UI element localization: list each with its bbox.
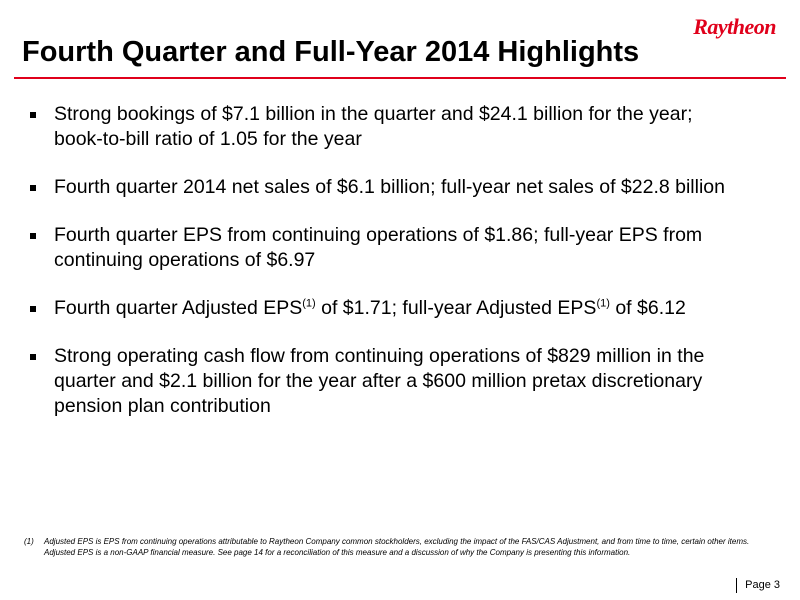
footnote-marker: (1) [24, 537, 34, 546]
bullet-eps [24, 223, 744, 273]
bullet-text: Strong operating cash flow from continuing operations of $829 million in the quarter and $2.1 billion for the year after a $600 million pretax discretionary pension plan contribution [54, 345, 705, 417]
bullet-square-icon [30, 233, 36, 239]
bullet-text: Strong bookings of $7.1 billion in the quarter and $24.1 billion for the year; book-to-bill ratio of 1.05 for the year [54, 103, 693, 150]
bullet-text: Fourth quarter EPS from continuing operations of $1.86; full-year EPS from continuing operations of $6.97 [54, 224, 703, 271]
bullet-text-part: of $1.71; full-year Adjusted EPS [315, 297, 597, 319]
footnote-ref: (1) [302, 297, 316, 310]
bullet-text-part: Fourth quarter Adjusted EPS [54, 297, 303, 319]
bullet-square-icon [30, 185, 36, 191]
bullet-text-part: of $6.12 [609, 297, 686, 319]
footnote-ref: (1) [596, 297, 610, 310]
bullet-net-sales [24, 175, 744, 200]
bullet-square-icon [30, 306, 36, 312]
footnote [24, 536, 758, 558]
slide-title: Fourth Quarter and Full-Year 2014 Highlights [22, 36, 640, 68]
raytheon-logo: Raytheon [693, 14, 776, 39]
bullet-adjusted-eps [24, 296, 744, 321]
bullet-cash-flow [24, 344, 744, 419]
title-divider [14, 77, 786, 79]
bullet-text: Fourth quarter 2014 net sales of $6.1 billion; full-year net sales of $22.8 billion [54, 176, 725, 198]
footnote-text: Adjusted EPS is EPS from continuing operations attributable to Raytheon Company common stockholders, excluding the impact of the FAS/CAS Adjustment, and from time to time, certain other items. Adjusted EPS is a non-GAAP financial measure. See page 14 for a reconciliation of this measure and a discussion of why the Company is presenting this information. [44, 537, 750, 557]
bullet-bookings [24, 102, 744, 152]
bullet-square-icon [30, 354, 36, 360]
page-number: Page 3 [736, 578, 780, 593]
highlights-list [24, 102, 744, 442]
bullet-square-icon [30, 112, 36, 118]
